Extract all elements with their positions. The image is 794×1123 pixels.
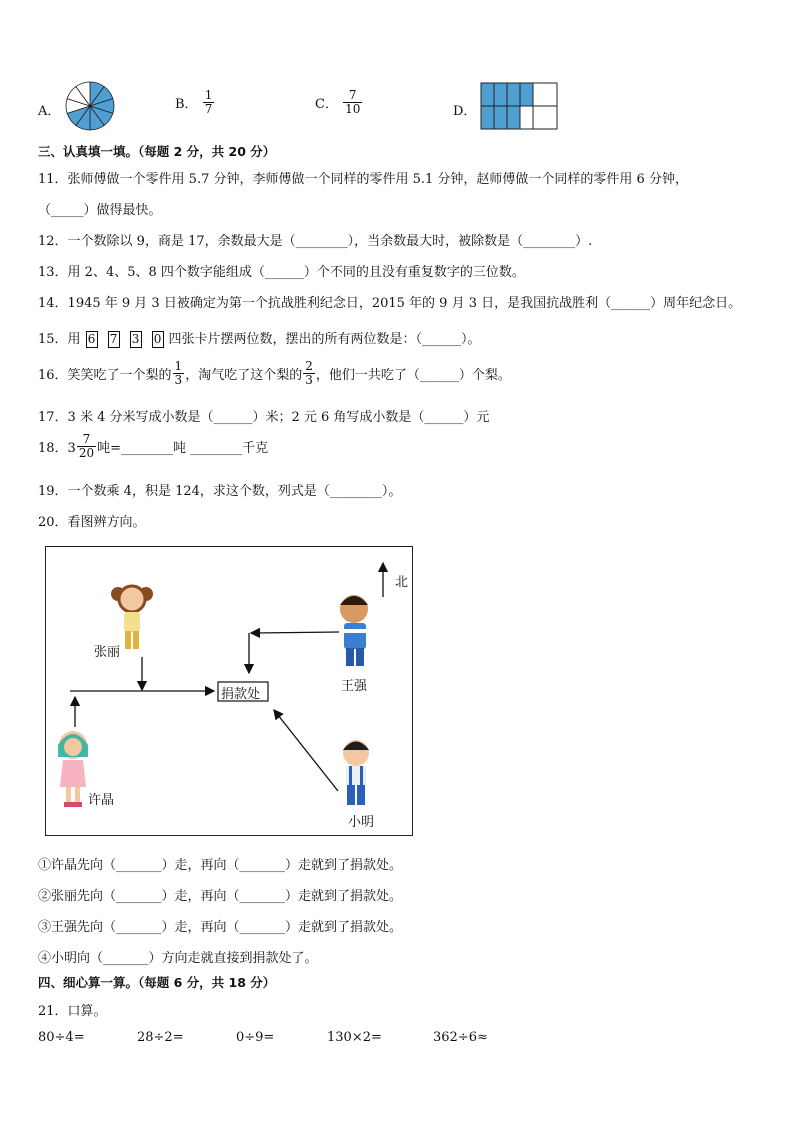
fraction-denominator: 3: [174, 373, 183, 387]
question-18-prefix: 18．3: [38, 441, 76, 456]
fraction-denominator: 10: [345, 102, 361, 116]
question-17: 17．3 米 4 分米写成小数是（______）米；2 元 6 角写成小数是（______）元: [38, 410, 490, 425]
question-11-line2: （_____）做得最快。: [38, 203, 162, 218]
fraction-one-third: [173, 360, 185, 387]
option-c: [315, 89, 363, 116]
calc-item: 0÷9=: [236, 1030, 275, 1045]
xiaoming-figure: [343, 740, 369, 805]
grid-cell: [533, 106, 557, 129]
fraction-two-thirds: [303, 360, 315, 387]
digit-card: 7: [108, 331, 120, 348]
question-15-suffix: 四张卡片摆两位数，摆出的所有两位数是：（______）。: [168, 332, 481, 347]
wangqiang-label: 王强: [341, 679, 368, 694]
question-20-title: 20．看图辨方向。: [38, 515, 146, 530]
section-4-title: 四、细心算一算。（每题 6 分，共 18 分）: [38, 975, 276, 990]
question-19: 19．一个数乘 4，积是 124，求这个数，列式是（________）。: [38, 484, 402, 499]
calc-item: 28÷2=: [137, 1030, 184, 1045]
path-wangqiang-west: [251, 632, 339, 633]
grid-cell: [481, 106, 494, 129]
question-21-title: 21．口算。: [38, 1004, 107, 1019]
fraction-numerator: 7: [77, 433, 96, 447]
question-20-sub3: ③王强先向（_______）走，再向（_______）走就到了捐款处。: [38, 920, 403, 935]
option-d: [453, 100, 476, 119]
question-18: [38, 433, 268, 460]
destination-label: 捐款处: [221, 687, 261, 702]
grid-cell: [494, 106, 507, 129]
question-13: 13．用 2、4、5、8 四个数字能组成（______）个不同的且没有重复数字的三位数。: [38, 265, 525, 280]
question-12: 12．一个数除以 9，商是 17，余数最大是（________），当余数最大时，被除数是（________）.: [38, 234, 593, 249]
grid-cell: [494, 83, 507, 106]
fraction-numerator: 1: [204, 88, 213, 102]
fraction-denominator: 20: [78, 446, 95, 460]
digit-card: 0: [152, 331, 164, 348]
xiaoming-label: 小明: [348, 815, 375, 830]
question-16: [38, 360, 511, 387]
fraction-seven-twentieths: [77, 433, 96, 460]
question-16-part1: 16．笑笑吃了一个梨的: [38, 368, 172, 383]
zhangli-figure: [111, 586, 153, 649]
fraction-numerator: 7: [343, 89, 362, 103]
calc-item: 130×2=: [327, 1030, 382, 1045]
digit-card: 3: [130, 331, 142, 348]
option-a-label: A．: [38, 104, 61, 119]
option-a: [38, 100, 60, 119]
option-b-fraction: [203, 89, 215, 116]
question-20-sub1: ①许晶先向（_______）走，再向（_______）走就到了捐款处。: [38, 858, 403, 873]
grid-cell: [520, 83, 533, 106]
fraction-numerator: 1: [174, 359, 183, 373]
question-16-part3: ，他们一共吃了（______）个梨。: [315, 368, 511, 383]
question-11-line1: 11．张师傅做一个零件用 5.7 分钟，李师傅做一个同样的零件用 5.1 分钟，赵师傅做一个同样的零件用 6 分钟，: [38, 172, 688, 187]
option-c-label: C．: [315, 97, 338, 112]
fraction-denominator: 3: [305, 373, 313, 387]
option-c-fraction: [343, 89, 362, 116]
xujing-label: 许晶: [88, 793, 115, 808]
option-d-label: D．: [453, 104, 477, 119]
grid-cell: [481, 83, 494, 106]
fraction-numerator: 2: [305, 359, 313, 373]
question-15: [38, 328, 481, 348]
pie-diagram: [64, 80, 116, 132]
question-18-suffix: 吨=________吨 ________千克: [97, 441, 269, 456]
option-b-label: B．: [175, 97, 198, 112]
question-15-prefix: 15．用: [38, 332, 81, 347]
question-20-sub4: ④小明向（_______）方向走就直接到捐款处了。: [38, 951, 318, 966]
grid-cell: [533, 83, 557, 106]
option-b: [175, 89, 215, 116]
question-16-part2: ，淘气吃了这个梨的: [185, 368, 303, 383]
xujing-figure: [58, 731, 88, 807]
direction-map: [45, 546, 413, 836]
wangqiang-figure: [340, 595, 368, 666]
fraction-denominator: 7: [204, 102, 213, 116]
calc-item: 362÷6≈: [433, 1030, 488, 1045]
question-14: 14．1945 年 9 月 3 日被确定为第一个抗战胜利纪念日，2015 年的 9 月 3 日，是我国抗战胜利（______）周年纪念日。: [38, 296, 742, 311]
grid-cell: [507, 83, 520, 106]
section-3-title: 三、认真填一填。（每题 2 分，共 20 分）: [38, 144, 276, 159]
grid-diagram: [480, 82, 558, 130]
path-xiaoming-northwest: [274, 710, 338, 791]
zhangli-label: 张丽: [94, 645, 121, 660]
digit-card: 6: [86, 331, 98, 348]
grid-cell: [507, 106, 520, 129]
north-label: 北: [395, 575, 409, 590]
calc-item: 80÷4=: [38, 1030, 85, 1045]
grid-cell: [520, 106, 533, 129]
question-20-sub2: ②张丽先向（_______）走，再向（_______）走就到了捐款处。: [38, 889, 403, 904]
